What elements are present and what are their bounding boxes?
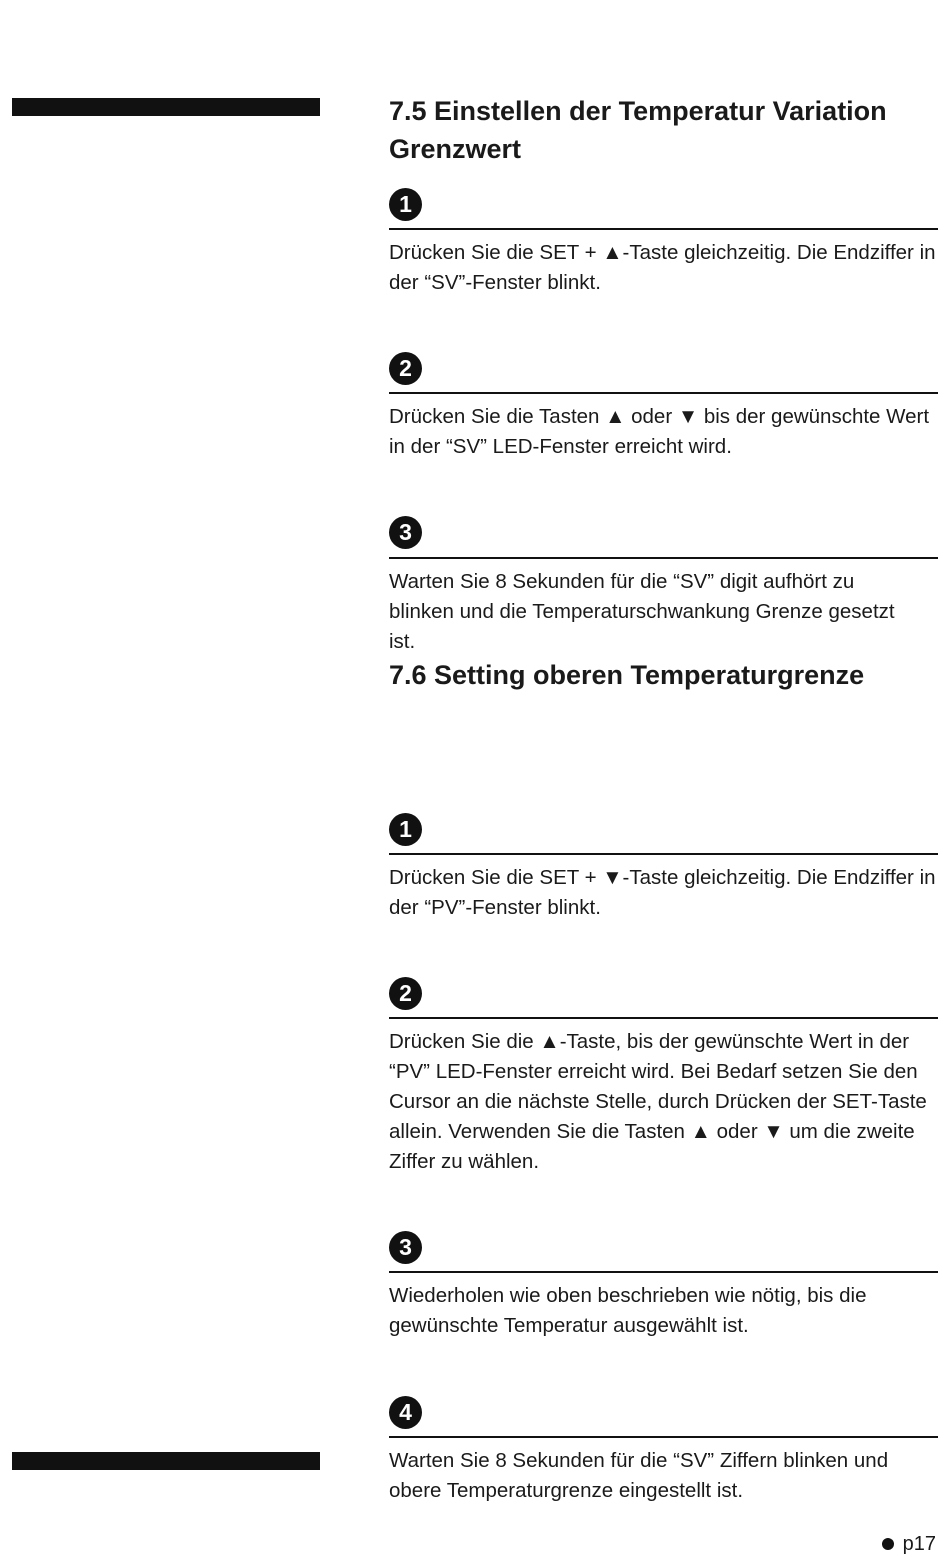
section-7-6-step-4 [389,1396,938,1502]
step-number-badge: 2 [389,352,422,385]
section-7-6-step-3 [389,1231,938,1337]
step-divider [389,1436,938,1438]
step-number-badge: 1 [389,813,422,846]
step-text: Drücken Sie die Tasten ▲ oder ▼ bis der gewünschte Wert in der “SV” LED-Fenster erreicht wird. [389,405,930,458]
section-7-5-title-line2: Grenzwert [389,134,522,164]
step-divider [389,853,938,855]
section-7-5-heading [389,92,938,168]
page-footer [882,1532,936,1556]
bullet-icon [882,1538,894,1550]
section-7-6-title: 7.6 Setting oberen Temperaturgrenze [389,660,865,690]
page-number: p17 [902,1533,936,1555]
section-7-6-step-2 [389,977,938,1173]
step-divider [389,1271,938,1273]
step-text: Drücken Sie die SET + ▼-Taste gleichzeitig. Die Endziffer in der “PV”-Fenster blinkt. [389,866,936,919]
section-7-6-heading [389,656,938,694]
step-divider [389,557,938,559]
section-7-5-step-1 [389,188,938,294]
step-divider [389,228,938,230]
step-divider [389,1017,938,1019]
step-number-badge: 1 [389,188,422,221]
decorative-bar-bottom [12,1452,320,1470]
step-text: Drücken Sie die ▲-Taste, bis der gewünschte Wert in der “PV” LED-Fenster erreicht wird. Bei Bedarf setzen Sie den Cursor an die nächste Stelle, durch Drücken der SET-Taste allein. Verwenden Sie die Tasten ▲ oder ▼ um die zweite Ziffer zu wählen. [389,1030,927,1173]
step-divider [389,392,938,394]
section-7-5-title-line1: 7.5 Einstellen der Temperatur Variation [389,96,887,126]
step-number-badge: 4 [389,1396,422,1429]
decorative-bar-top [12,98,320,116]
step-text: Warten Sie 8 Sekunden für die “SV” digit aufhört zu blinken und die Temperaturschwankung Grenze gesetzt ist. [389,570,895,653]
step-text: Warten Sie 8 Sekunden für die “SV” Ziffern blinken und obere Temperaturgrenze eingestellt ist. [389,1449,889,1502]
step-text: Wiederholen wie oben beschrieben wie nötig, bis die gewünschte Temperatur ausgewählt ist. [389,1284,867,1337]
section-7-6-step-1 [389,813,938,919]
step-number-badge: 2 [389,977,422,1010]
step-number-badge: 3 [389,516,422,549]
step-text: Drücken Sie die SET + ▲-Taste gleichzeitig. Die Endziffer in der “SV”-Fenster blinkt. [389,241,936,294]
section-7-5-step-3 [389,516,938,653]
step-number-badge: 3 [389,1231,422,1264]
section-7-5-step-2 [389,352,938,458]
